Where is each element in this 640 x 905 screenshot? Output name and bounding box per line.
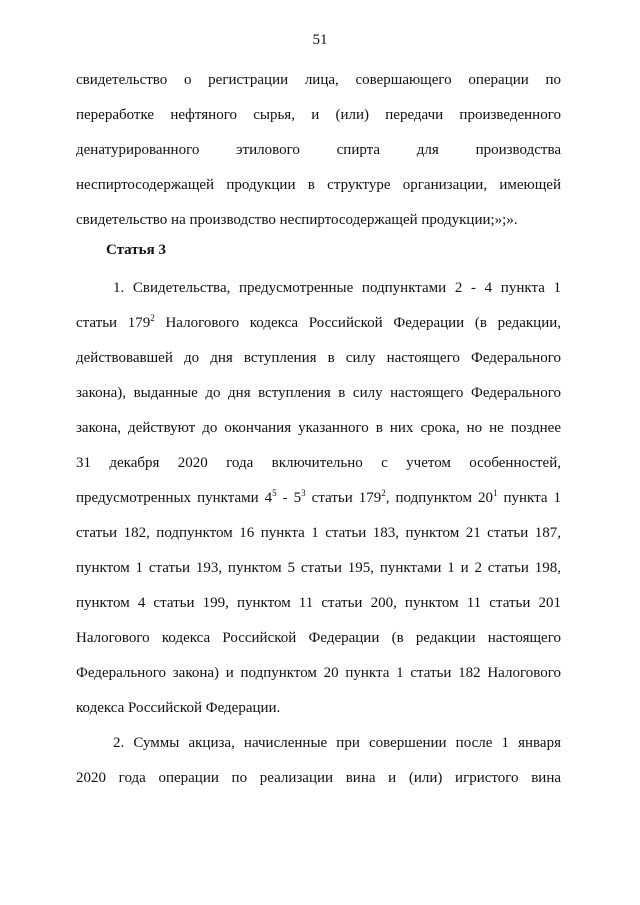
text-line: закона, действуют до окончания указанного в них срока, но не позднее: [76, 420, 561, 436]
text-line: пунктом 4 статьи 199, пунктом 11 статьи 200, пунктом 11 статьи 201: [76, 595, 561, 611]
text-line: свидетельство на производство неспиртосодержащей продукции;»;».: [76, 212, 518, 228]
text-line: действовавшей до дня вступления в силу настоящего Федерального: [76, 350, 561, 366]
text-line: 31 декабря 2020 года включительно с учетом особенностей,: [76, 455, 561, 471]
text-line: Налогового кодекса Российской Федерации (в редакции настоящего: [76, 630, 561, 646]
text-line: статьи 182, подпунктом 16 пункта 1 статьи 183, пунктом 21 статьи 187,: [76, 525, 561, 541]
text-line: статьи $179^2$ Налогового кодекса Российской Федерации (в редакции,: [76, 313, 562, 331]
text-line: кодекса Российской Федерации.: [76, 700, 281, 716]
text-line: переработке нефтяного сырья, и (или) передачи произведенного: [76, 107, 561, 123]
text-line: свидетельство о регистрации лица, совершающего операции по: [76, 72, 561, 88]
text-line: Федерального закона) и подпунктом 20 пункта 1 статьи 182 Налогового: [76, 665, 561, 681]
paragraph-1-first-line: 1. Свидетельства, предусмотренные подпунктами 2 - 4 пункта 1: [113, 280, 561, 296]
text-line: неспиртосодержащей продукции в структуре организации, имеющей: [76, 177, 561, 193]
text-line: предусмотренных пунктами $4^5 - 5^3$ статьи $179^2$, подпунктом $20^1$ пункта 1: [76, 488, 561, 506]
paragraph-2-first-line: 2. Суммы акциза, начисленные при совершении после 1 января: [113, 735, 561, 751]
article-heading: Статья 3: [106, 242, 166, 258]
page-number: 51: [312, 32, 328, 48]
text-line: денатурированного этилового спирта для производства: [76, 142, 561, 158]
text-line: закона), выданные до дня вступления в силу настоящего Федерального: [76, 385, 561, 401]
text-line: пунктом 1 статьи 193, пунктом 5 статьи 195, пунктами 1 и 2 статьи 198,: [76, 560, 561, 576]
text-line: 2020 года операции по реализации вина и (или) игристого вина: [76, 770, 561, 786]
